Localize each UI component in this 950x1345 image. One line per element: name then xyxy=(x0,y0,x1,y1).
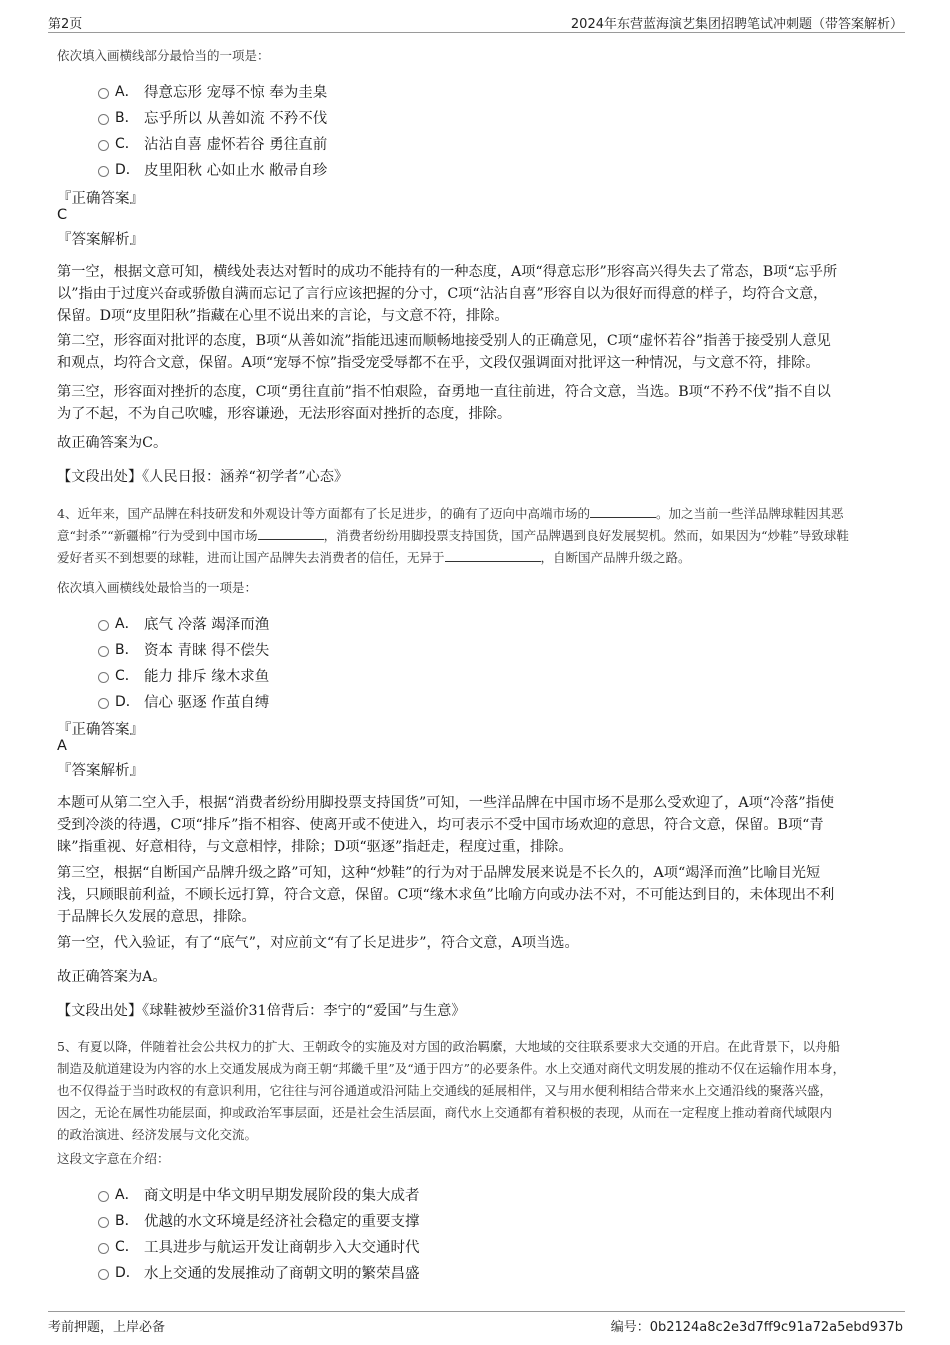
q4-answer: A xyxy=(57,738,67,754)
q4-stem: 4、近年来，国产品牌在科技研发和外观设计等方面都有了长足进步，的确有了迈向中高端市场的 。加之当前一些洋品牌球鞋因其恶 意“封杀”“新疆棉”行为受到中国市场 ，消费者纷纷用脚投票支持国货，国产品牌遇到良好发展契机。然而，如果因为“炒鞋”导致球鞋 爱好者买不到想要的球鞋，进而让国产品牌失去消费者的信任，无异于 ，自断国产品牌升级之路。 xyxy=(57,506,849,565)
q3-analysis-label: 『答案解析』 xyxy=(57,232,144,248)
footer-slogan: 考前押题，上岸必备 xyxy=(48,1320,166,1335)
radio-icon[interactable] xyxy=(98,1243,109,1254)
q5-stem: 5、有夏以降，伴随着社会公共权力的扩大、王朝政令的实施及对方国的政治羁縻，大地域的交往联系要求大交通的开启。在此背景下，以舟船 制造及航道建设为内容的水上交通发展成为商王朝“邦畿千里”及“通于四方”的必要条件。水上交通对商代文明发展的推动不仅在运输作用本身， 也不仅得益于当时政权的有意识利用，它往往与河谷通道或沿河陆上交通线的延展相伴，又与用水便利相结合带来水上交通沿线的聚落兴盛， 因之，无论在属性功能层面，抑或政治军事层面，还是社会生活层面，商代水上交通都有着积极的表现，从而在一定程度上推动着商代域限内 的政治演进、经济发展与文化交流。 xyxy=(57,1039,846,1142)
q4-analysis-paragraph: 第一空，代入验证，有了“底气”，对应前文“有了长足进步”，符合文意，A项当选。 xyxy=(57,935,579,951)
page-number: 第2页 xyxy=(48,17,83,32)
q3-answer-label: 『正确答案』 xyxy=(57,191,144,207)
radio-icon[interactable] xyxy=(98,1191,109,1202)
q4-conclusion: 故正确答案为A。 xyxy=(57,969,167,985)
document-title: 2024年东营蓝海演艺集团招聘笔试冲刺题（带答案解析） xyxy=(570,17,903,32)
radio-icon[interactable] xyxy=(98,1217,109,1228)
q4-analysis-paragraph: 本题可从第二空入手，根据“消费者纷纷用脚投票支持国货”可知，一些洋品牌在中国市场不是那么受欢迎了，A项“冷落”指使 受到冷淡的待遇，C项“排斥”指不相容、使离开或不使进入，均可表示不受中国市场欢迎的意思，符合文意，保留。B项“青 睐”指重视、好意相待，与文意相悖，排除；D项“驱逐”指赶走，程度过重，排除。 xyxy=(57,795,835,855)
radio-icon[interactable] xyxy=(98,1269,109,1280)
page-header xyxy=(48,10,905,33)
q3-analysis-paragraph: 第二空，形容面对批评的态度，B项“从善如流”指能迅速而顺畅地接受别人的正确意见，C项“虚怀若谷”指善于接受别人意见 和观点，均符合文意，保留。A项“宠辱不惊”指受宠受辱都不在乎，文段仅强调面对批评这一种情况，与文意不符，排除。 xyxy=(57,333,831,371)
q5-instruction: 这段文字意在介绍： xyxy=(57,1151,170,1166)
q3-source: 【文段出处】《人民日报：涵养“初学者”心态》 xyxy=(57,469,349,485)
q4-analysis-label: 『答案解析』 xyxy=(57,763,144,779)
q3-answer: C xyxy=(57,207,68,223)
document-code: 编号：0b2124a8c2e3d7ff9c91a72a5ebd937b xyxy=(610,1320,903,1335)
q4-instruction: 依次填入画横线处最恰当的一项是： xyxy=(57,580,258,595)
q3-analysis-paragraph: 第三空，形容面对挫折的态度，C项“勇往直前”指不怕艰险，奋勇地一直往前进，符合文意，当选。B项“不矜不伐”指不自以 为了不起，不为自己吹嘘，形容谦逊，无法形容面对挫折的态度，排除。 xyxy=(57,384,831,422)
fill-blank xyxy=(445,548,541,562)
radio-icon[interactable] xyxy=(98,166,109,177)
fill-blank xyxy=(258,526,324,540)
radio-icon[interactable] xyxy=(98,88,109,99)
radio-icon[interactable] xyxy=(98,620,109,631)
radio-icon[interactable] xyxy=(98,698,109,709)
page-footer xyxy=(48,1311,905,1336)
q3-instruction: 依次填入画横线部分最恰当的一项是： xyxy=(57,48,270,63)
radio-icon[interactable] xyxy=(98,140,109,151)
q4-source: 【文段出处】《球鞋被炒至溢价31倍背后：李宁的“爱国”与生意》 xyxy=(57,1003,466,1019)
q3-conclusion: 故正确答案为C。 xyxy=(57,435,168,451)
q3-analysis-paragraph: 第一空，根据文意可知，横线处表达对暂时的成功不能持有的一种态度，A项“得意忘形”形容高兴得失去了常态，B项“忘乎所 以”指由于过度兴奋或骄傲自满而忘记了言行应该把握的分寸，C项“沾沾自喜”形容自以为很好而得意的样子，均符合文意， 保留。D项“皮里阳秋”指藏在心里不说出来的言论，与文意不符，排除。 xyxy=(57,264,838,324)
fill-blank xyxy=(590,504,656,518)
radio-icon[interactable] xyxy=(98,114,109,125)
radio-icon[interactable] xyxy=(98,672,109,683)
q4-analysis-paragraph: 第三空，根据“自断国产品牌升级之路”可知，这种“炒鞋”的行为对于品牌发展来说是不长久的，A项“竭泽而渔”比喻目光短 浅，只顾眼前利益，不顾长远打算，符合文意，保留。C项“缘木求鱼”比喻方向或办法不对，不可能达到目的，未体现出不利 于品牌长久发展的意思，排除。 xyxy=(57,865,835,925)
radio-icon[interactable] xyxy=(98,646,109,657)
q4-answer-label: 『正确答案』 xyxy=(57,722,144,738)
